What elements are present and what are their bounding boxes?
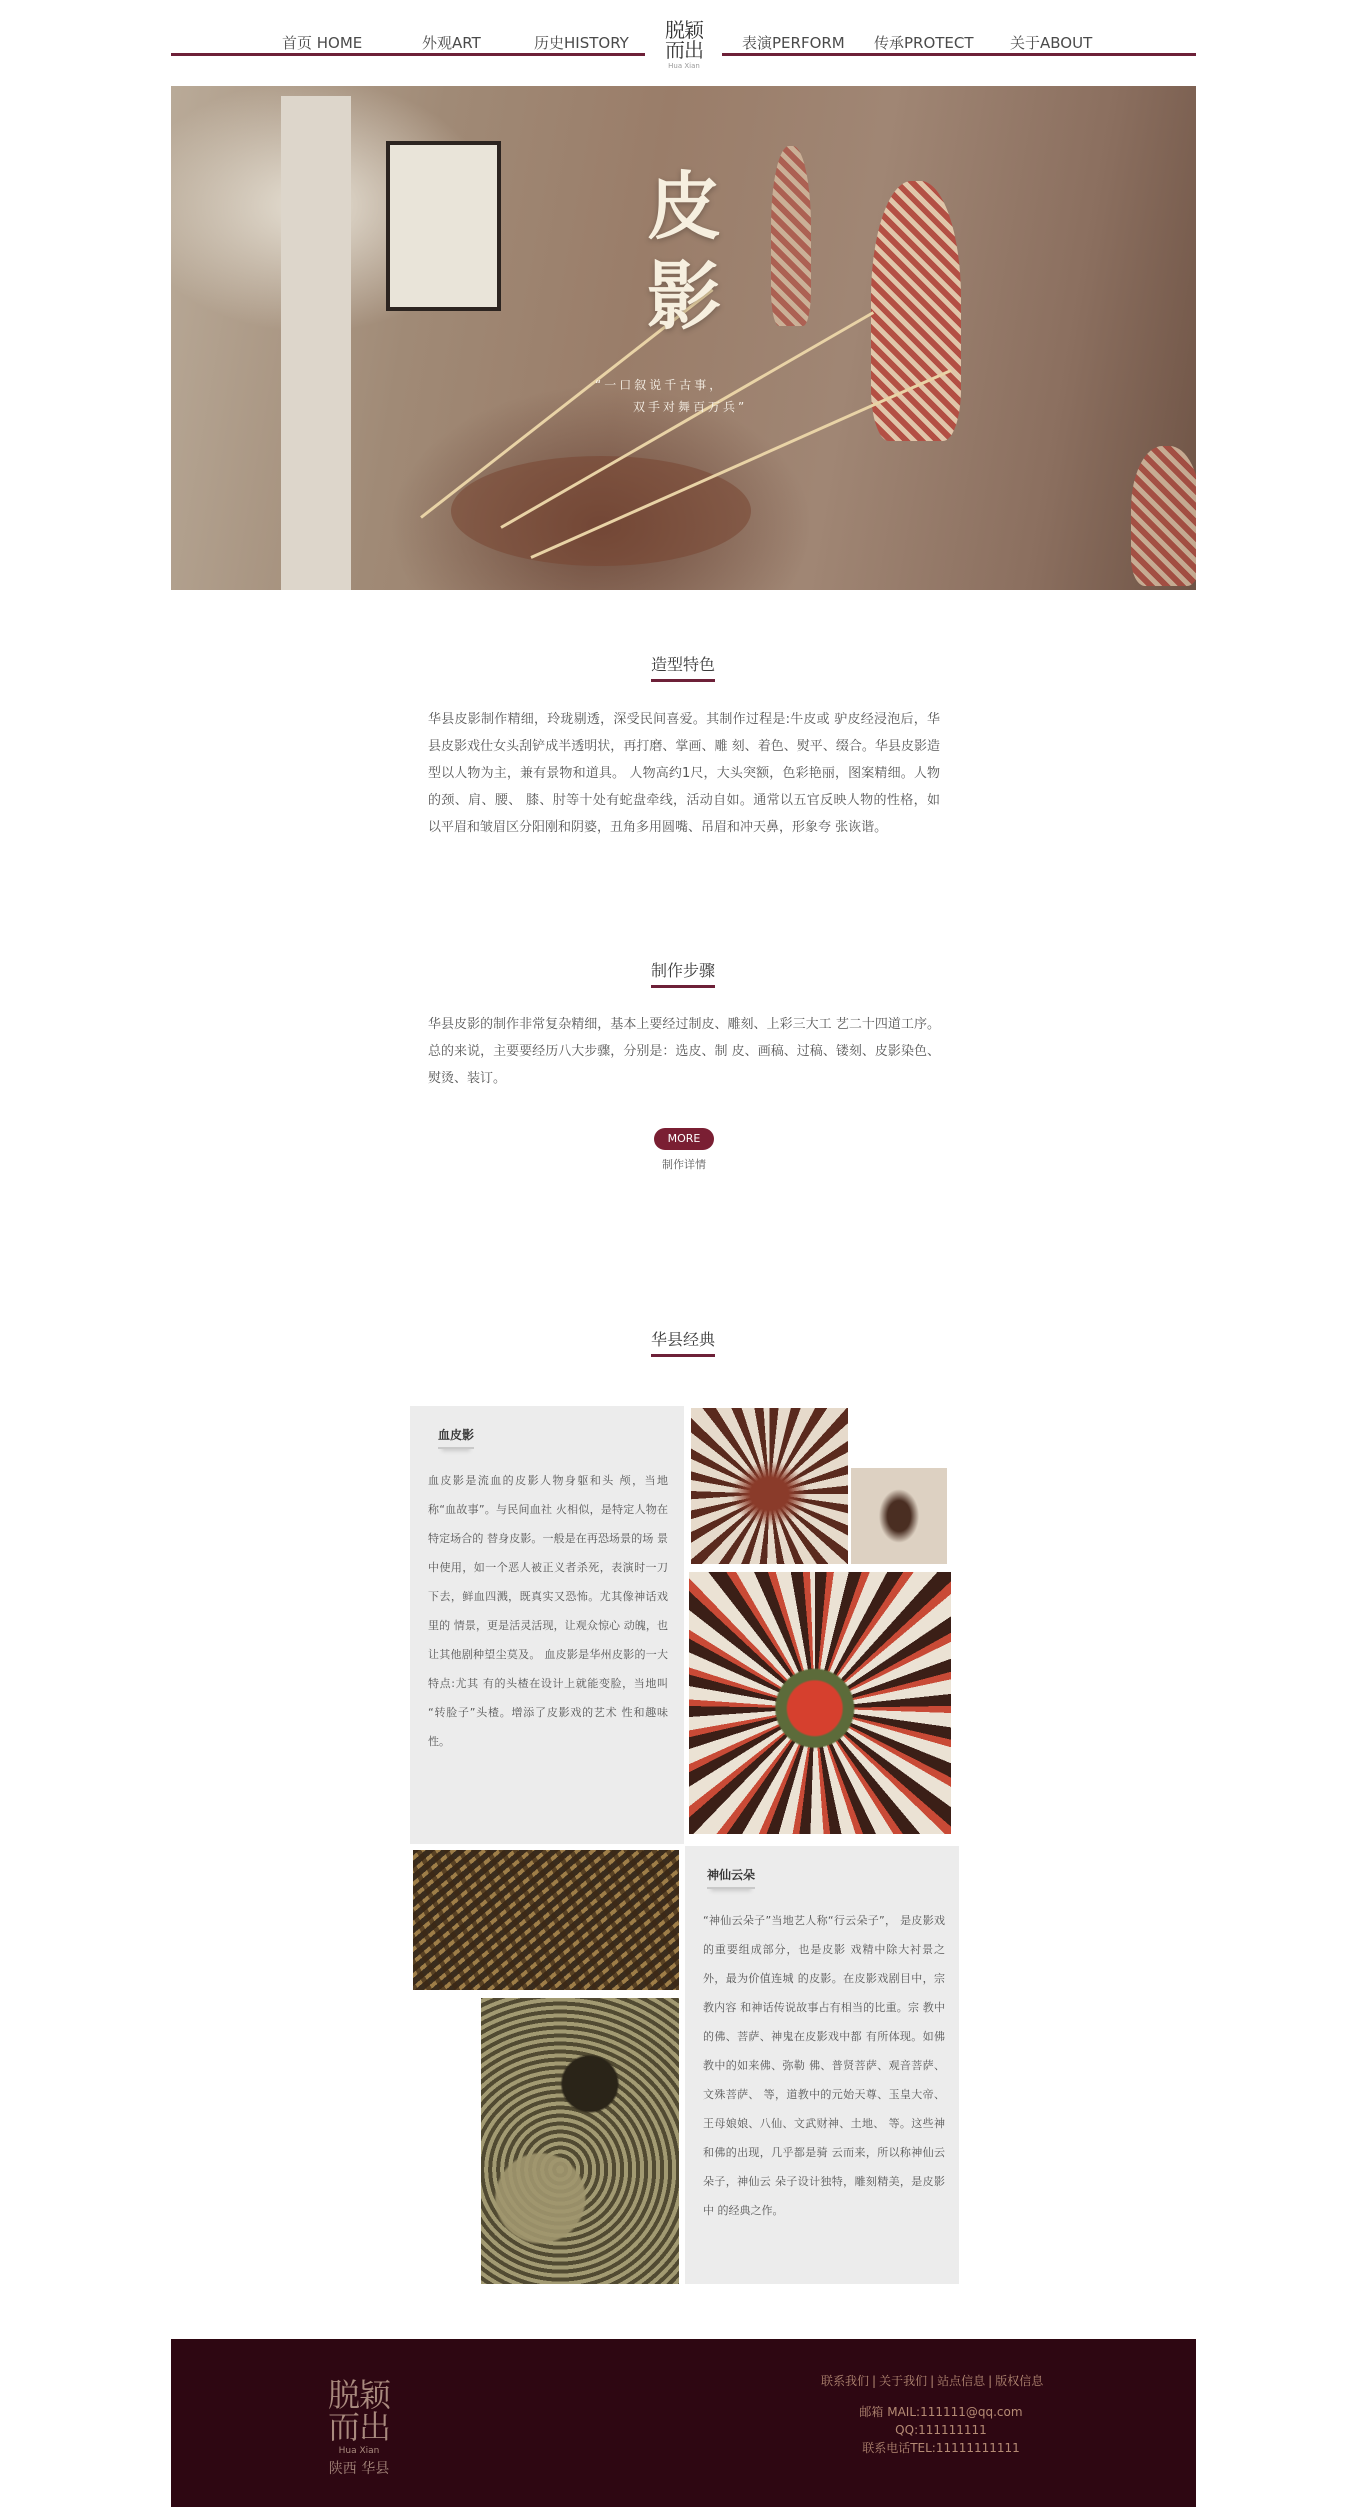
nav-divider-right [722, 53, 1196, 56]
puppet-image-blood [689, 1572, 951, 1834]
puppet-image-cloud-deity [481, 1998, 679, 2284]
footer-email: 邮箱 MAIL:111111@qq.com [859, 2405, 1023, 2419]
nav-about[interactable]: 关于ABOUT [1010, 34, 1093, 52]
hero-bg-wall [281, 96, 351, 590]
footer-logo-subtext: Hua Xian [338, 2446, 380, 2456]
site-logo[interactable] [660, 20, 708, 70]
puppet-image-warrior [691, 1408, 848, 1564]
footer-link-site-info[interactable]: 站点信息 [937, 2374, 986, 2388]
logo-subtext: Hua Xian [668, 62, 700, 70]
footer-link-contact[interactable]: 联系我们 [821, 2374, 870, 2388]
steps-text: 华县皮影的制作非常复杂精细，基本上要经过制皮、雕刻、上彩三大工 艺二十四道工序。总的来说，主要要经历八大步骤，分别是：选皮、制 皮、画稿、过稿、镂刻、皮影染色、熨烫、装订。 [428, 1017, 940, 1086]
more-button[interactable]: MORE [654, 1128, 714, 1150]
nav-home[interactable]: 首页 HOME [282, 34, 363, 52]
footer-qq: QQ:111111111 [895, 2423, 987, 2437]
card-immortal-clouds [685, 1846, 959, 2284]
section-title-text: 制作步骤 [651, 958, 715, 988]
section-title-steps [583, 958, 783, 988]
nav-history[interactable]: 历史HISTORY [534, 34, 629, 52]
card-text: 血皮影是流血的皮影人物身躯和头 颅，当地称“血故事”。与民间血社 火相似，是特定人物在特定场合的 替身皮影。一般是在再恐场景的场 景中使用，如一个恶人被正义者杀死，表演时一刀下去，鲜血四溅，既真实又恐怖。尤其像神话戏里的 情景，更是活灵活现，让观众惊心 动魄，也让其他剧种望尘莫及。 血皮影是华州皮影的一大特点:尤其 有的头楂在设计上就能变脸，当地叫 “转脸子”头楂。增添了皮影戏的艺术 性和趣味性。 [428, 1474, 668, 1748]
footer [171, 2339, 1196, 2507]
footer-tel: 联系电话TEL:11111111111 [862, 2441, 1020, 2455]
hero-quote-line: 双手对舞百万兵” [633, 400, 748, 414]
footer-link-separator: | [988, 2374, 993, 2388]
hero-title-char: 影 [647, 254, 721, 340]
card-title: 血皮影 [438, 1426, 474, 1449]
hero-bg-window [386, 141, 501, 311]
hero-quote-line: “一口叙说千古事， [595, 378, 725, 392]
section-title-text: 华县经典 [651, 1327, 715, 1357]
top-nav [0, 0, 1366, 70]
card-blood-puppet [410, 1406, 684, 1844]
features-text: 华县皮影制作精细，玲珑剔透，深受民间喜爱。其制作过程是:牛皮或 驴皮经浸泡后，华县皮影戏仕女头刮铲成半透明状，再打磨、掌画、雕 刻、着色、熨平、缀合。华县皮影造型以人物为主，兼有景物和道具。 人物高约1尺，大头突额，色彩艳丽，图案精细。人物的颈、肩、腰、 膝、肘等十处有蛇盘牵线，活动自如。通常以五官反映人物的性格，如 以平眉和皱眉区分阳刚和阴婆，丑角多用圆嘴、吊眉和冲天鼻，形象夸 张诙谐。 [428, 712, 940, 835]
footer-link-about[interactable]: 关于我们 [879, 2374, 928, 2388]
logo-text: 脱颖而出 [665, 18, 703, 62]
section-title-features [583, 652, 783, 682]
nav-art[interactable]: 外观ART [422, 34, 481, 52]
hero-puppet-figure-right [1131, 446, 1196, 586]
hero-title-char: 皮 [647, 164, 721, 250]
hero-hands [451, 456, 751, 566]
hero-puppet-figure [871, 181, 961, 441]
footer-links [821, 2372, 1043, 2389]
nav-perform[interactable]: 表演PERFORM [742, 34, 845, 52]
hero-puppet-figure-back [771, 146, 811, 326]
hero-title [639, 162, 729, 342]
card-text: “神仙云朵子”当地艺人称“行云朵子”， 是皮影戏的重要组成部分，也是皮影 戏精中除大衬景之外，最为价值连城 的皮影。在皮影戏剧目中，宗教内容 和神话传说故事占有相当的比重。宗 教中的佛、菩萨、神鬼在皮影戏中都 有所体现。如佛教中的如来佛、弥勒 佛、普贤菩萨、观音菩萨、文殊菩萨、 等，道教中的元始天尊、玉皇大帝、 王母娘娘、八仙、文武财神、土地、 等。这些神和佛的出现，几乎都是骑 云而来，所以称神仙云朵子，神仙云 朵子设计独特，雕刻精美，是皮影中 的经典之作。 [703, 1914, 945, 2217]
nav-protect[interactable]: 传承PROTECT [874, 34, 974, 52]
hero-banner [171, 86, 1196, 590]
more-caption[interactable]: 制作详情 [662, 1158, 706, 1171]
card-title: 神仙云朵 [707, 1866, 755, 1889]
puppet-image-scene [413, 1850, 679, 1990]
footer-link-copyright[interactable]: 版权信息 [995, 2374, 1044, 2388]
footer-logo-location: 陕西 华县 [328, 2461, 390, 2477]
section-title-classics [583, 1327, 783, 1357]
nav-divider-left [171, 53, 645, 56]
puppet-image-small [851, 1468, 947, 1564]
footer-link-separator: | [930, 2374, 935, 2388]
footer-logo-text: 脱颖而出 [327, 2376, 390, 2446]
footer-logo[interactable] [319, 2376, 399, 2478]
footer-link-separator: | [872, 2374, 877, 2388]
section-title-text: 造型特色 [651, 652, 715, 682]
